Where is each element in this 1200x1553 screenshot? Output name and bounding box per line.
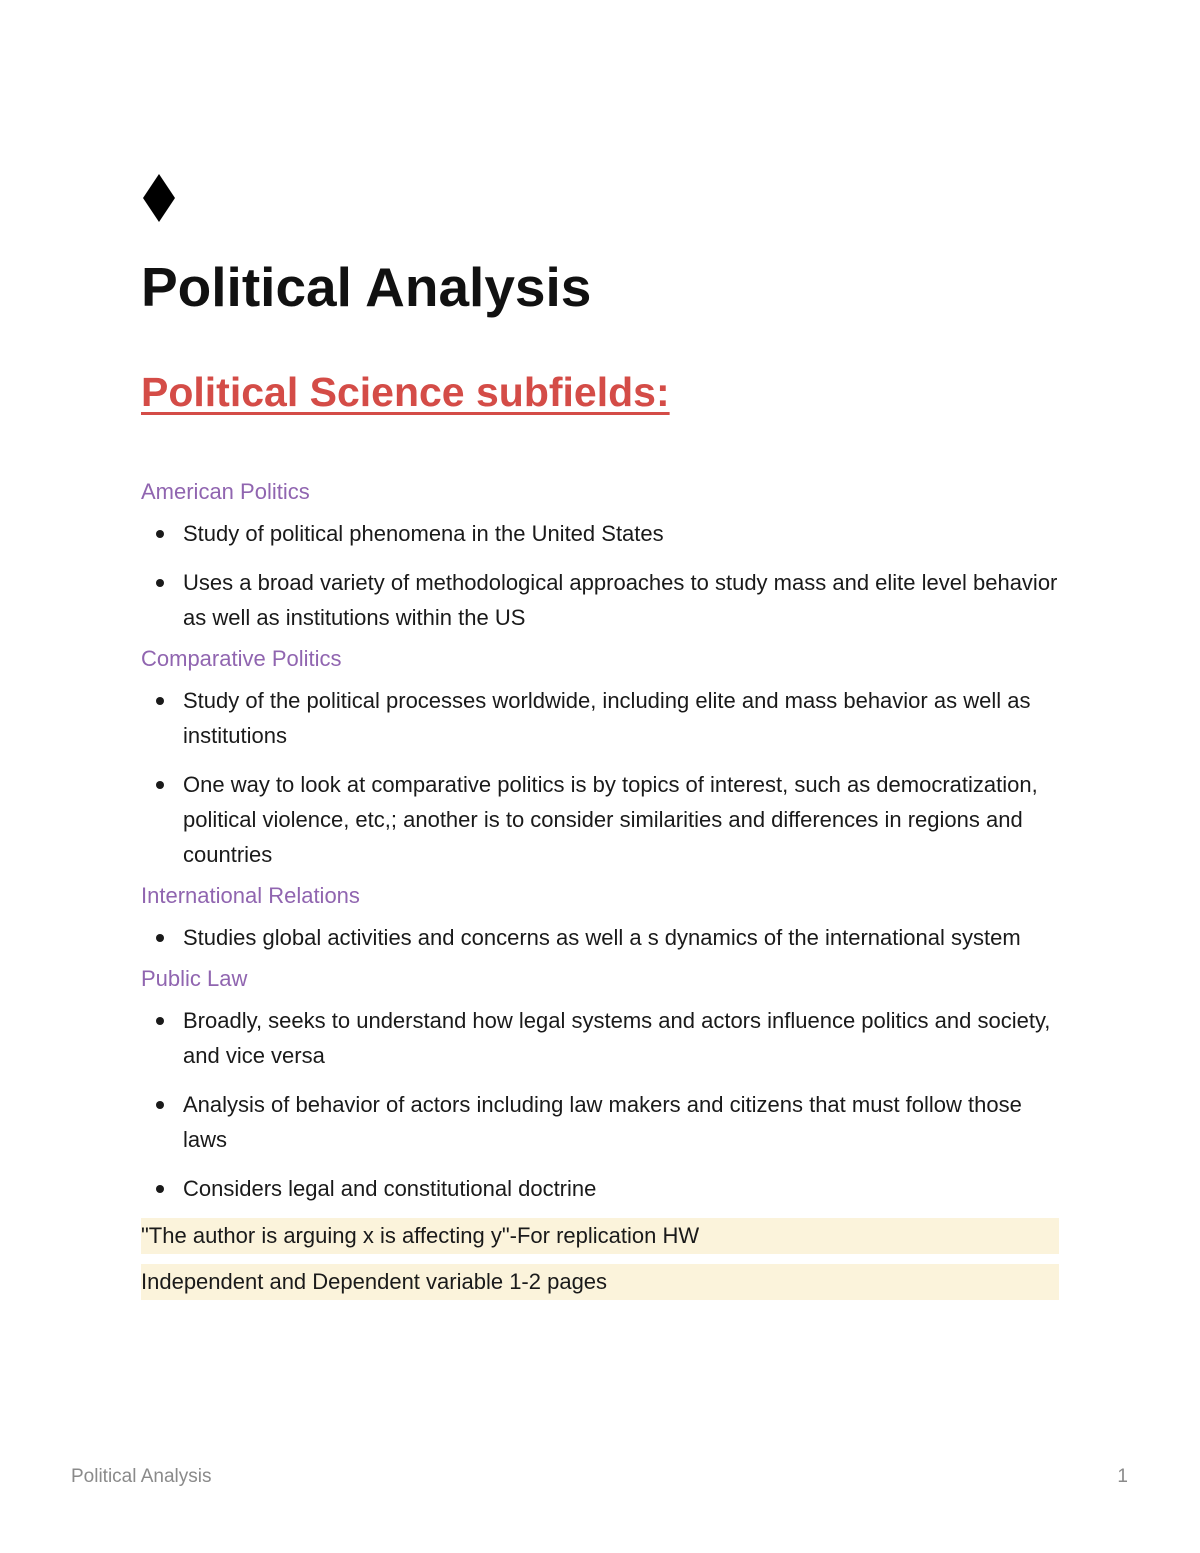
bullet-list [141,683,1059,872]
subfield-heading: International Relations [141,883,360,908]
list-item: Uses a broad variety of methodological approaches to study mass and elite level behavior as well as institutions within the US [141,565,1059,635]
diamond-icon [141,172,177,224]
subfield-heading: Comparative Politics [141,646,342,671]
bullet-list [141,1003,1059,1206]
subfield-heading: Public Law [141,966,248,991]
subfield-comparative-politics [141,641,1059,872]
list-item: Broadly, seeks to understand how legal systems and actors influence politics and society, and vice versa [141,1003,1059,1073]
list-item: Studies global activities and concerns as well a s dynamics of the international system [141,920,1059,955]
list-item: Analysis of behavior of actors including law makers and citizens that must follow those laws [141,1087,1059,1157]
subfield-international-relations [141,878,1059,955]
list-item: Study of political phenomena in the United States [141,516,1059,551]
list-item: One way to look at comparative politics is by topics of interest, such as democratization, political violence, etc,; another is to consider similarities and differences in regions and countries [141,767,1059,872]
section-heading: Political Science subfields: [141,369,670,415]
subfield-heading: American Politics [141,479,310,504]
subfield-public-law [141,961,1059,1206]
page-number: 1 [1117,1466,1128,1487]
footer-title: Political Analysis [71,1466,212,1487]
page-title: Political Analysis [141,256,592,318]
subfield-american-politics [141,474,1059,635]
bullet-list [141,920,1059,955]
highlighted-note: Independent and Dependent variable 1-2 pages [141,1264,1059,1300]
document-body [141,474,1059,1300]
list-item: Study of the political processes worldwide, including elite and mass behavior as well as institutions [141,683,1059,753]
bullet-list [141,516,1059,635]
list-item: Considers legal and constitutional doctrine [141,1171,1059,1206]
highlighted-note: "The author is arguing x is affecting y"-For replication HW [141,1218,1059,1254]
